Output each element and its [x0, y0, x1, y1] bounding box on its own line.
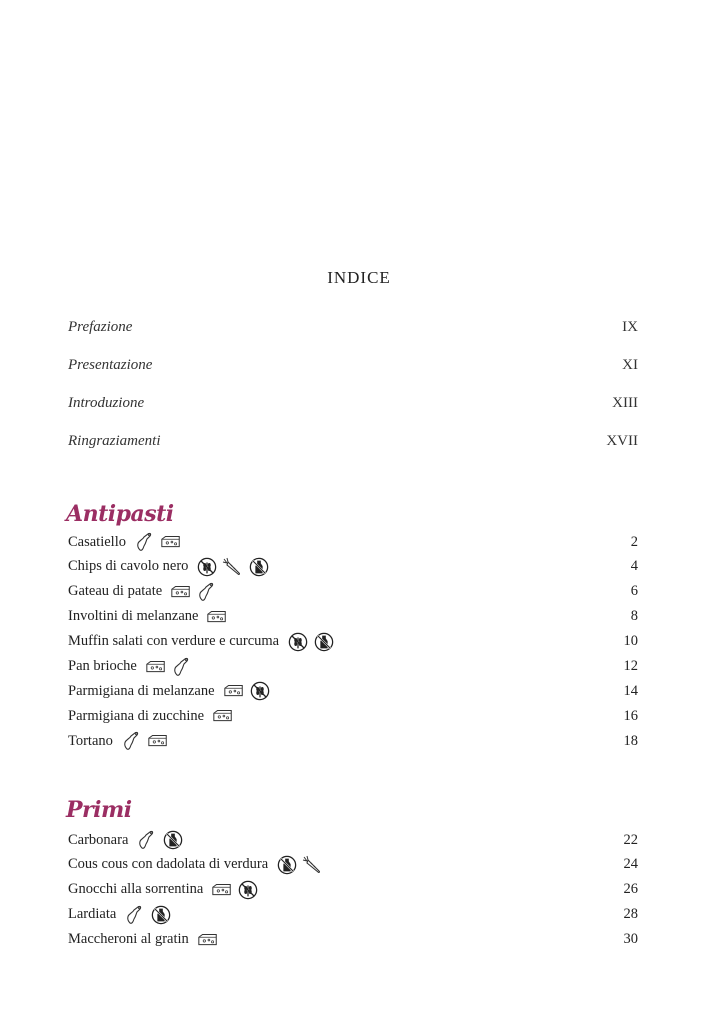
carrot-icon: [222, 557, 244, 577]
section-title-antipasti: Antipasti: [66, 501, 174, 527]
entry-page: 30: [623, 931, 638, 948]
entry-title: Gnocchi alla sorrentina: [68, 881, 204, 898]
page-title: INDICE: [327, 268, 391, 287]
entry-page: 6: [630, 583, 638, 600]
toc-entry: [68, 854, 638, 876]
egg-icon: [171, 657, 193, 677]
entry-page: 22: [623, 831, 638, 848]
toc-entry: [68, 581, 638, 603]
egg-icon: [196, 582, 218, 602]
diet-icons: [145, 657, 193, 677]
entry-title: Muffin salati con verdure e curcuma: [68, 633, 280, 650]
entry-page: 24: [623, 856, 638, 873]
entry-title: Chips di cavolo nero: [68, 558, 189, 575]
diet-icons: [124, 905, 172, 925]
entry-page: 16: [623, 707, 638, 724]
diet-icons: [121, 731, 169, 751]
entry-page: 28: [623, 906, 638, 923]
egg-icon: [134, 532, 156, 552]
diet-icons: [206, 607, 228, 627]
entry-page: 2: [630, 533, 638, 550]
gluten-free-icon: [196, 557, 218, 577]
entry-title: Involtini di melanzane: [68, 608, 199, 625]
entry-page: 18: [623, 732, 638, 749]
diet-icons: [197, 930, 219, 950]
cheese-icon: [170, 582, 192, 602]
entry-title: Tortano: [68, 732, 113, 749]
lactose-free-icon: [248, 557, 270, 577]
entry-title: Pan brioche: [68, 658, 137, 674]
egg-icon: [121, 731, 143, 751]
diet-icons: [287, 632, 335, 652]
entry-title: Maccheroni al gratin: [68, 931, 189, 948]
diet-icons: [211, 880, 259, 900]
entry-page: 4: [630, 558, 638, 575]
toc-entry: [68, 656, 638, 678]
entry-title: Lardiata: [68, 906, 117, 923]
toc-entry: [68, 556, 638, 578]
entry-title: Parmigiana di zucchine: [68, 707, 205, 724]
toc-entry: [68, 879, 638, 901]
cheese-icon: [197, 930, 219, 950]
cheese-icon: [145, 657, 167, 677]
cheese-icon: [211, 880, 233, 900]
diet-icons: [134, 532, 182, 552]
front-matter-label: Introduzione: [68, 395, 145, 411]
front-matter-row: [68, 319, 638, 341]
lactose-free-icon: [150, 905, 172, 925]
cheese-icon: [223, 681, 245, 701]
toc-entry: [68, 631, 638, 653]
diet-icons: [276, 855, 324, 875]
diet-icons: [223, 681, 271, 701]
entry-page: 26: [623, 881, 638, 898]
cheese-icon: [160, 532, 182, 552]
front-matter-page: XIII: [612, 395, 638, 411]
front-matter-label: Presentazione: [68, 357, 153, 373]
toc-entry: [68, 904, 638, 926]
entry-title: Parmigiana di melanzane: [68, 682, 215, 699]
section-title-primi: Primi: [66, 797, 132, 823]
lactose-free-icon: [162, 830, 184, 850]
entry-title: Gateau di patate: [68, 583, 163, 600]
gluten-free-icon: [237, 880, 259, 900]
toc-entry: [68, 606, 638, 628]
entry-title: Carbonara: [68, 831, 129, 848]
front-matter-page: IX: [622, 319, 638, 335]
front-matter-row: [68, 395, 638, 417]
entry-page: 8: [630, 608, 638, 625]
diet-icons: [196, 557, 270, 577]
entry-page: 10: [623, 633, 638, 650]
toc-entry: [68, 730, 638, 752]
carrot-icon: [302, 855, 324, 875]
entry-page: 14: [623, 682, 638, 699]
egg-icon: [124, 905, 146, 925]
diet-icons: [136, 830, 184, 850]
entry-title: Cous cous con dadolata di verdura: [68, 856, 269, 873]
toc-entry: [68, 705, 638, 727]
front-matter-row: [68, 433, 638, 455]
gluten-free-icon: [287, 632, 309, 652]
lactose-free-icon: [276, 855, 298, 875]
toc-entry: [68, 680, 638, 702]
diet-icons: [170, 582, 218, 602]
gluten-free-icon: [249, 681, 271, 701]
entry-page: 12: [623, 658, 638, 674]
cheese-icon: [206, 607, 228, 627]
cheese-icon: [212, 706, 234, 726]
front-matter-label: Prefazione: [68, 319, 133, 335]
front-matter-page: XVII: [606, 433, 638, 449]
front-matter-label: Ringraziamenti: [68, 433, 161, 449]
egg-icon: [136, 830, 158, 850]
diet-icons: [212, 706, 234, 726]
lactose-free-icon: [313, 632, 335, 652]
toc-entry: [68, 531, 638, 553]
front-matter-page: XI: [622, 357, 638, 373]
cheese-icon: [147, 731, 169, 751]
front-matter-row: [68, 357, 638, 379]
toc-entry: [68, 829, 638, 851]
entry-title: Casatiello: [68, 533, 126, 550]
toc-entry: [68, 929, 638, 951]
